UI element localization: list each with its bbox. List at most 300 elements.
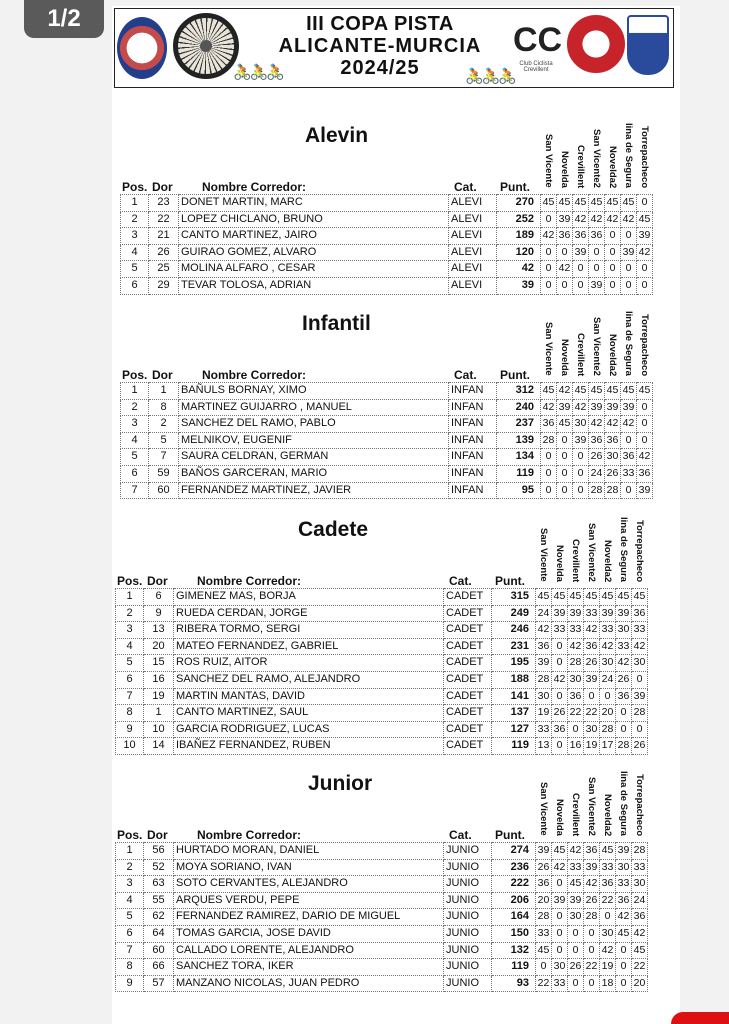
points-cell: 236: [492, 859, 536, 876]
pos-cell: 4: [121, 432, 149, 449]
race-score-cell: 45: [557, 195, 573, 212]
race-score-cell: 0: [605, 244, 621, 261]
dor-cell: 5: [149, 432, 179, 449]
column-header-name: Nombre Corredor:: [197, 828, 302, 842]
race-header: lina de Segura: [623, 123, 634, 188]
race-score-cell: 30: [600, 925, 616, 942]
race-score-cell: 28: [584, 909, 600, 926]
race-score-cell: 42: [600, 638, 616, 655]
race-score-cell: 26: [568, 959, 584, 976]
race-score-cell: 42: [573, 211, 589, 228]
column-header-name: Nombre Corredor:: [202, 180, 307, 194]
pos-cell: 4: [116, 638, 144, 655]
pos-cell: 2: [121, 211, 149, 228]
race-score-cell: 36: [552, 721, 568, 738]
category-cell: JUNIO: [444, 925, 492, 942]
dor-cell: 55: [144, 892, 174, 909]
table-row: [121, 277, 653, 294]
dor-cell: 13: [144, 622, 174, 639]
race-score-cell: 20: [536, 892, 552, 909]
race-score-cell: 42: [621, 416, 637, 433]
category-cell: JUNIO: [444, 859, 492, 876]
category-cell: CADET: [444, 638, 492, 655]
points-cell: 134: [497, 449, 541, 466]
category-cell: JUNIO: [444, 876, 492, 893]
race-header: Crevillent: [575, 332, 586, 376]
category-cell: CADET: [444, 655, 492, 672]
category-cell: CADET: [444, 705, 492, 722]
pos-cell: 5: [121, 449, 149, 466]
race-score-cell: 20: [632, 975, 648, 992]
column-header-dor: Dor: [152, 368, 173, 382]
race-header: San Vicente2: [586, 523, 597, 582]
table-row: [116, 622, 648, 639]
category-cell: CADET: [444, 721, 492, 738]
points-cell: 249: [492, 605, 536, 622]
points-cell: 274: [492, 843, 536, 860]
race-score-cell: 0: [584, 688, 600, 705]
section-title: Junior: [308, 772, 373, 795]
race-score-cell: 0: [637, 432, 653, 449]
race-score-cell: 45: [568, 589, 584, 606]
rider-name-cell: FERNANDEZ MARTINEZ, JAVIER: [179, 482, 449, 499]
points-cell: 39: [497, 277, 541, 294]
race-score-cell: 26: [584, 655, 600, 672]
dor-cell: 15: [144, 655, 174, 672]
race-score-cell: 0: [552, 876, 568, 893]
category-cell: CADET: [444, 622, 492, 639]
ccm-shield-logo-icon: [627, 15, 669, 75]
race-score-cell: 45: [600, 589, 616, 606]
race-score-cell: 33: [584, 605, 600, 622]
race-score-cell: 0: [584, 925, 600, 942]
race-score-cell: 0: [541, 482, 557, 499]
race-score-cell: 24: [589, 465, 605, 482]
pos-cell: 2: [116, 605, 144, 622]
race-score-cell: 0: [557, 449, 573, 466]
points-cell: 120: [497, 244, 541, 261]
dor-cell: 63: [144, 876, 174, 893]
race-header: Torrepacheco: [639, 125, 650, 188]
race-score-cell: 33: [632, 859, 648, 876]
cyclists-icon: 🚴🚴🚴: [465, 68, 516, 85]
pos-cell: 9: [116, 975, 144, 992]
race-score-cell: 28: [568, 655, 584, 672]
rider-name-cell: FERNANDEZ RAMIREZ, DARIO DE MIGUEL: [174, 909, 444, 926]
dor-cell: 66: [144, 959, 174, 976]
rider-name-cell: BAÑOS GARCERAN, MARIO: [179, 465, 449, 482]
race-score-cell: 42: [632, 638, 648, 655]
points-cell: 137: [492, 705, 536, 722]
race-score-cell: 0: [632, 721, 648, 738]
table-row: [116, 655, 648, 672]
race-score-cell: 0: [621, 277, 637, 294]
dor-cell: 14: [144, 738, 174, 755]
rider-name-cell: MATEO FERNANDEZ, GABRIEL: [174, 638, 444, 655]
race-score-cell: 26: [584, 892, 600, 909]
race-header: Crevillent: [575, 144, 586, 188]
race-score-cell: 45: [552, 589, 568, 606]
race-score-cell: 36: [541, 416, 557, 433]
race-score-cell: 0: [557, 244, 573, 261]
dor-cell: 19: [144, 688, 174, 705]
race-score-cell: 0: [616, 942, 632, 959]
race-score-cell: 33: [568, 859, 584, 876]
race-score-cell: 42: [568, 843, 584, 860]
race-score-cell: 28: [589, 482, 605, 499]
race-score-cell: 42: [584, 622, 600, 639]
table-row: [121, 383, 653, 400]
column-header-pos: Pos.: [122, 180, 148, 194]
column-header-pts: Punt.: [500, 180, 530, 194]
race-score-cell: 45: [621, 383, 637, 400]
race-score-cell: 0: [573, 449, 589, 466]
race-score-cell: 0: [557, 482, 573, 499]
race-header: lina de Segura: [623, 311, 634, 376]
pos-cell: 1: [121, 195, 149, 212]
race-header: Novelda: [554, 799, 565, 836]
pos-cell: 2: [116, 859, 144, 876]
race-score-cell: 45: [600, 843, 616, 860]
pos-cell: 3: [121, 228, 149, 245]
points-cell: 93: [492, 975, 536, 992]
dor-cell: 6: [144, 589, 174, 606]
race-score-cell: 45: [536, 942, 552, 959]
race-header: Novelda2: [607, 145, 618, 188]
category-cell: JUNIO: [444, 909, 492, 926]
rider-name-cell: MANZANO NICOLAS, JUAN PEDRO: [174, 975, 444, 992]
race-score-cell: 22: [632, 959, 648, 976]
points-cell: 188: [492, 671, 536, 688]
rider-name-cell: SANCHEZ TORA, IKER: [174, 959, 444, 976]
dor-cell: 7: [149, 449, 179, 466]
race-score-cell: 0: [557, 432, 573, 449]
table-row: [116, 892, 648, 909]
race-score-cell: 30: [568, 671, 584, 688]
race-score-cell: 22: [584, 959, 600, 976]
race-score-cell: 30: [584, 721, 600, 738]
race-score-cell: 45: [632, 942, 648, 959]
rider-name-cell: DONET MARTIN, MARC: [179, 195, 449, 212]
rider-name-cell: GUIRAO GOMEZ, ALVARO: [179, 244, 449, 261]
pos-cell: 4: [116, 892, 144, 909]
rider-name-cell: MARTINEZ GUIJARRO , MANUEL: [179, 399, 449, 416]
rider-name-cell: TOMAS GARCIA, JOSE DAVID: [174, 925, 444, 942]
race-score-cell: 39: [573, 432, 589, 449]
race-score-cell: 39: [552, 605, 568, 622]
rider-name-cell: MOLINA ALFARO , CESAR: [179, 261, 449, 278]
race-score-cell: 0: [621, 432, 637, 449]
race-score-cell: 30: [632, 655, 648, 672]
race-score-cell: 30: [600, 655, 616, 672]
points-cell: 119: [497, 465, 541, 482]
race-score-cell: 0: [568, 975, 584, 992]
race-score-cell: 30: [632, 876, 648, 893]
points-cell: 119: [492, 738, 536, 755]
table-row: [121, 482, 653, 499]
rider-name-cell: TEVAR TOLOSA, ADRIAN: [179, 277, 449, 294]
table-row: [116, 942, 648, 959]
race-score-cell: 19: [584, 738, 600, 755]
category-cell: CADET: [444, 589, 492, 606]
race-score-cell: 36: [589, 228, 605, 245]
pos-cell: 6: [116, 671, 144, 688]
category-cell: JUNIO: [444, 843, 492, 860]
race-score-cell: 36: [605, 432, 621, 449]
race-score-cell: 42: [605, 416, 621, 433]
dor-cell: 1: [149, 383, 179, 400]
race-score-cell: 33: [621, 465, 637, 482]
results-table: [120, 382, 653, 499]
race-score-cell: 13: [536, 738, 552, 755]
dor-cell: 57: [144, 975, 174, 992]
race-header: Crevillent: [570, 792, 581, 836]
race-score-cell: 0: [552, 738, 568, 755]
race-score-cell: 28: [605, 482, 621, 499]
column-header-cat: Cat.: [449, 828, 472, 842]
race-score-cell: 39: [637, 482, 653, 499]
points-cell: 231: [492, 638, 536, 655]
race-header: Crevillent: [570, 538, 581, 582]
column-header-name: Nombre Corredor:: [202, 368, 307, 382]
race-score-cell: 28: [632, 843, 648, 860]
dor-cell: 21: [149, 228, 179, 245]
rider-name-cell: IBAÑEZ FERNANDEZ, RUBEN: [174, 738, 444, 755]
race-score-cell: 42: [557, 261, 573, 278]
race-score-cell: 42: [584, 876, 600, 893]
race-score-cell: 0: [637, 277, 653, 294]
race-score-cell: 33: [568, 622, 584, 639]
race-score-cell: 36: [584, 638, 600, 655]
points-cell: 150: [492, 925, 536, 942]
race-score-cell: 45: [616, 925, 632, 942]
pos-cell: 1: [116, 589, 144, 606]
section-title: Infantil: [302, 312, 371, 335]
rider-name-cell: GIMENEZ MAS, BORJA: [174, 589, 444, 606]
rider-name-cell: RIBERA TORMO, SERGI: [174, 622, 444, 639]
dor-cell: 56: [144, 843, 174, 860]
header-banner: [114, 8, 674, 88]
race-score-cell: 0: [552, 688, 568, 705]
race-score-cell: 26: [536, 859, 552, 876]
category-cell: ALEVI: [449, 261, 497, 278]
race-score-cell: 28: [536, 671, 552, 688]
column-header-pos: Pos.: [117, 828, 143, 842]
pos-cell: 5: [121, 261, 149, 278]
race-score-cell: 0: [552, 942, 568, 959]
race-score-cell: 30: [605, 449, 621, 466]
points-cell: 189: [497, 228, 541, 245]
race-score-cell: 45: [568, 876, 584, 893]
column-header-name: Nombre Corredor:: [197, 574, 302, 588]
race-score-cell: 0: [637, 261, 653, 278]
race-score-cell: 0: [616, 721, 632, 738]
race-score-cell: 0: [568, 721, 584, 738]
race-score-cell: 45: [637, 383, 653, 400]
race-score-cell: 42: [573, 399, 589, 416]
race-score-cell: 0: [621, 261, 637, 278]
section-title: Alevin: [305, 124, 369, 147]
category-cell: CADET: [444, 688, 492, 705]
race-score-cell: 39: [584, 671, 600, 688]
race-score-cell: 33: [536, 721, 552, 738]
points-cell: 95: [497, 482, 541, 499]
table-row: [116, 959, 648, 976]
race-score-cell: 39: [552, 892, 568, 909]
table-row: [116, 721, 648, 738]
race-header: lina de Segura: [618, 517, 629, 582]
race-score-cell: 30: [568, 909, 584, 926]
rider-name-cell: CANTO MARTINEZ, SAUL: [174, 705, 444, 722]
race-score-cell: 0: [541, 277, 557, 294]
race-score-cell: 26: [632, 738, 648, 755]
race-score-cell: 17: [600, 738, 616, 755]
table-row: [116, 638, 648, 655]
pos-cell: 4: [121, 244, 149, 261]
column-header-dor: Dor: [147, 828, 168, 842]
race-header: San Vicente2: [591, 317, 602, 376]
race-score-cell: 45: [589, 195, 605, 212]
race-score-cell: 33: [616, 638, 632, 655]
rider-name-cell: LOPEZ CHICLANO, BRUNO: [179, 211, 449, 228]
race-score-cell: 28: [632, 705, 648, 722]
points-cell: 237: [497, 416, 541, 433]
race-score-cell: 39: [621, 244, 637, 261]
race-score-cell: 0: [568, 942, 584, 959]
banner-title-line1: III COPA PISTA: [306, 13, 454, 35]
table-row: [116, 589, 648, 606]
race-header: Novelda2: [602, 539, 613, 582]
race-score-cell: 0: [616, 975, 632, 992]
column-header-pts: Punt.: [500, 368, 530, 382]
table-row: [116, 975, 648, 992]
table-row: [121, 465, 653, 482]
race-score-cell: 36: [573, 228, 589, 245]
rider-name-cell: MOYA SORIANO, IVAN: [174, 859, 444, 876]
race-score-cell: 0: [557, 277, 573, 294]
race-score-cell: 39: [557, 399, 573, 416]
race-score-cell: 42: [536, 622, 552, 639]
race-score-cell: 0: [541, 465, 557, 482]
dor-cell: 26: [149, 244, 179, 261]
dor-cell: 23: [149, 195, 179, 212]
race-score-cell: 39: [589, 277, 605, 294]
race-score-cell: 18: [600, 975, 616, 992]
race-score-cell: 0: [573, 465, 589, 482]
dor-cell: 60: [144, 942, 174, 959]
race-score-cell: 0: [616, 959, 632, 976]
pos-cell: 7: [121, 482, 149, 499]
category-cell: JUNIO: [444, 892, 492, 909]
race-score-cell: 39: [557, 211, 573, 228]
race-score-cell: 45: [541, 195, 557, 212]
results-table: [120, 194, 653, 295]
race-score-cell: 42: [541, 228, 557, 245]
rider-name-cell: SAURA CELDRAN, GERMAN: [179, 449, 449, 466]
ocn-logo-icon: [117, 17, 167, 79]
race-header: Novelda: [559, 151, 570, 188]
points-cell: 42: [497, 261, 541, 278]
category-cell: JUNIO: [444, 959, 492, 976]
table-row: [116, 843, 648, 860]
race-score-cell: 33: [632, 622, 648, 639]
race-score-cell: 24: [632, 892, 648, 909]
table-row: [121, 261, 653, 278]
race-score-cell: 42: [637, 449, 653, 466]
race-score-cell: 0: [573, 482, 589, 499]
category-cell: INFAN: [449, 449, 497, 466]
race-score-cell: 0: [600, 909, 616, 926]
race-score-cell: 33: [616, 876, 632, 893]
club-ciclista-crevillent-logo-icon: CC: [513, 21, 563, 59]
race-score-cell: 20: [600, 705, 616, 722]
race-headers: [535, 510, 647, 582]
race-score-cell: 36: [616, 688, 632, 705]
race-score-cell: 24: [600, 671, 616, 688]
race-score-cell: 0: [637, 399, 653, 416]
race-header: Novelda: [559, 339, 570, 376]
race-score-cell: 42: [552, 859, 568, 876]
dor-cell: 64: [144, 925, 174, 942]
pos-cell: 1: [121, 383, 149, 400]
category-cell: INFAN: [449, 383, 497, 400]
pos-cell: 1: [116, 843, 144, 860]
race-score-cell: 28: [600, 721, 616, 738]
pos-cell: 7: [116, 688, 144, 705]
race-score-cell: 33: [600, 859, 616, 876]
race-score-cell: 30: [573, 416, 589, 433]
race-score-cell: 45: [605, 195, 621, 212]
race-score-cell: 36: [557, 228, 573, 245]
club-ciclista-logo-icon: [567, 15, 625, 73]
table-row: [116, 605, 648, 622]
race-score-cell: 16: [568, 738, 584, 755]
race-score-cell: 39: [621, 399, 637, 416]
table-row: [116, 671, 648, 688]
points-cell: 246: [492, 622, 536, 639]
race-header: Novelda2: [607, 333, 618, 376]
race-score-cell: 22: [584, 705, 600, 722]
race-score-cell: 28: [616, 738, 632, 755]
dor-cell: 22: [149, 211, 179, 228]
category-cell: ALEVI: [449, 195, 497, 212]
corner-button-edge[interactable]: [671, 1012, 729, 1024]
category-cell: INFAN: [449, 432, 497, 449]
pos-cell: 6: [121, 465, 149, 482]
column-header-cat: Cat.: [449, 574, 472, 588]
race-score-cell: 39: [536, 843, 552, 860]
race-score-cell: 26: [589, 449, 605, 466]
dor-cell: 2: [149, 416, 179, 433]
column-header-pts: Punt.: [495, 828, 525, 842]
table-row: [116, 859, 648, 876]
pos-cell: 3: [121, 416, 149, 433]
race-score-cell: 0: [637, 416, 653, 433]
rider-name-cell: BAÑULS BORNAY, XIMO: [179, 383, 449, 400]
points-cell: 312: [497, 383, 541, 400]
race-header: Torrepacheco: [639, 313, 650, 376]
table-row: [116, 909, 648, 926]
banner-title-line2: ALICANTE-MURCIA: [278, 35, 482, 57]
dor-cell: 52: [144, 859, 174, 876]
table-row: [116, 925, 648, 942]
race-score-cell: 45: [589, 383, 605, 400]
race-score-cell: 0: [573, 261, 589, 278]
pos-cell: 9: [116, 721, 144, 738]
race-score-cell: 0: [600, 688, 616, 705]
pos-cell: 10: [116, 738, 144, 755]
race-score-cell: 0: [552, 638, 568, 655]
